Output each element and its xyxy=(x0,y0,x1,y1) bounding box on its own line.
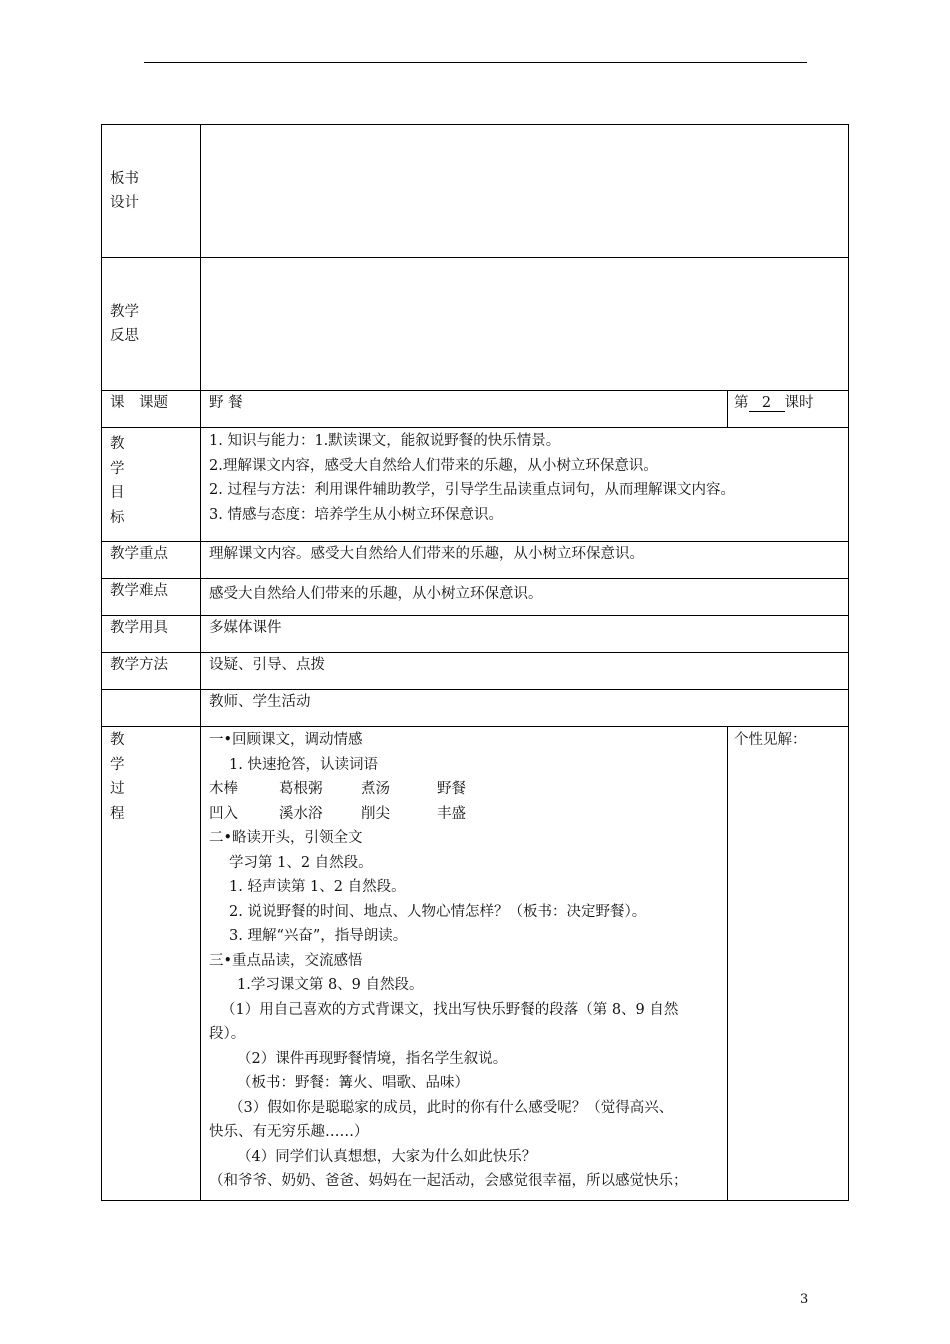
difficulty-label: 教学难点 xyxy=(102,579,201,616)
period-cell xyxy=(728,391,849,428)
difficulty-row xyxy=(102,579,849,616)
word: 溪水浴 xyxy=(279,805,323,822)
board-design-label-line1: 板书 xyxy=(110,170,139,187)
board-design-row xyxy=(102,125,849,258)
word: 野餐 xyxy=(437,781,466,797)
personal-view-cell[interactable] xyxy=(728,727,849,1201)
word: 丰盛 xyxy=(437,805,466,822)
process-line: （2）课件再现野餐情境，指名学生叙说。 xyxy=(237,1050,508,1067)
word: 木棒 xyxy=(209,781,238,797)
word: 葛根粥 xyxy=(279,781,323,797)
objectives-content xyxy=(201,428,849,542)
objectives-label xyxy=(102,428,201,542)
section-heading: 三•重点品读，交流感悟 xyxy=(209,952,363,969)
methods-row xyxy=(102,653,849,690)
process-label-char: 学 xyxy=(110,756,125,773)
period-number: 2 xyxy=(749,395,785,412)
reflection-label-line1: 教学 xyxy=(110,303,139,320)
process-content xyxy=(201,727,728,1201)
board-note: （板书：野餐：篝火、唱歌、品味） xyxy=(237,1075,469,1091)
process-line: 段）。 xyxy=(209,1026,246,1042)
objective-line: 1. 知识与能力：1.默读课文，能叙说野餐的快乐情景。 xyxy=(209,433,561,449)
process-line: （4）同学们认真想想，大家为什么如此快乐？ xyxy=(237,1148,537,1165)
board-design-label xyxy=(102,125,201,258)
activities-header-row xyxy=(102,690,849,727)
tools-row xyxy=(102,616,849,653)
process-line: 3. 理解“兴奋”，指导朗读。 xyxy=(229,928,408,944)
page-number: 3 xyxy=(800,1292,809,1307)
tools-value: 多媒体课件 xyxy=(201,616,849,653)
word: 凹入 xyxy=(209,805,238,822)
process-label-char: 程 xyxy=(110,805,125,822)
key-point-label: 教学重点 xyxy=(102,542,201,579)
objectives-label-char: 标 xyxy=(110,509,125,526)
personal-view-label: 个性见解： xyxy=(734,732,807,748)
process-line: （和爷爷、奶奶、爸爸、妈妈在一起活动，会感觉很幸福，所以感觉快乐； xyxy=(209,1173,688,1189)
process-line: 1. 轻声读第 1、2 自然段。 xyxy=(229,879,406,895)
word-list xyxy=(209,777,727,802)
period-prefix: 第 xyxy=(734,395,749,411)
topic-label: 课 课题 xyxy=(102,391,201,428)
process-line: 学习第 1、2 自然段。 xyxy=(229,854,373,871)
objectives-label-char: 学 xyxy=(110,460,125,477)
key-point-value: 理解课文内容。感受大自然给人们带来的乐趣，从小树立环保意识。 xyxy=(201,542,849,579)
key-point-row xyxy=(102,542,849,579)
period-suffix: 课时 xyxy=(784,395,814,411)
process-line: 2. 说说野餐的时间、地点、人物心情怎样？（板书：决定野餐）。 xyxy=(229,903,647,920)
board-design-label-line2: 设计 xyxy=(110,195,139,211)
objectives-label-char: 教 xyxy=(110,436,125,452)
methods-label: 教学方法 xyxy=(102,653,201,690)
process-label-char: 过 xyxy=(110,781,125,797)
activities-header-empty xyxy=(102,690,201,727)
board-design-content[interactable] xyxy=(201,125,849,258)
objective-line: 2.理解课文内容，感受大自然给人们带来的乐趣，从小树立环保意识。 xyxy=(209,457,658,474)
reflection-label-line2: 反思 xyxy=(110,328,139,344)
process-label-char: 教 xyxy=(110,732,125,748)
activities-header: 教师、学生活动 xyxy=(201,690,849,727)
process-line: 1.学习课文第 8、9 自然段。 xyxy=(237,977,424,993)
section-heading: 二•略读开头，引领全文 xyxy=(209,830,363,846)
objectives-label-char: 目 xyxy=(110,485,125,501)
lesson-plan-table xyxy=(101,124,849,1201)
difficulty-value: 感受大自然给人们带来的乐趣，从小树立环保意识。 xyxy=(201,579,849,616)
word: 煮汤 xyxy=(361,781,390,797)
topic-value: 野 餐 xyxy=(201,391,728,428)
tools-label: 教学用具 xyxy=(102,616,201,653)
topic-row xyxy=(102,391,849,428)
objectives-row xyxy=(102,428,849,542)
objective-line: 2. 过程与方法：利用课件辅助教学，引导学生品读重点词句，从而理解课文内容。 xyxy=(209,482,735,498)
process-line: （1）用自己喜欢的方式背课文，找出写快乐野餐的段落（第 8、9 自然 xyxy=(221,1001,679,1018)
objective-line: 3. 情感与态度：培养学生从小树立环保意识。 xyxy=(209,506,503,523)
methods-value: 设疑、引导、点拨 xyxy=(201,653,849,690)
reflection-row xyxy=(102,258,849,391)
process-line: 1. 快速抢答，认读词语 xyxy=(229,756,378,773)
reflection-content[interactable] xyxy=(201,258,849,391)
word: 削尖 xyxy=(361,805,390,822)
section-heading: 一•回顾课文，调动情感 xyxy=(209,732,363,748)
header-rule xyxy=(144,62,807,63)
process-label xyxy=(102,727,201,1201)
word-list xyxy=(209,802,727,827)
process-line: 快乐、有无穷乐趣……） xyxy=(209,1124,369,1140)
process-line: （3）假如你是聪聪家的成员，此时的你有什么感受呢？（觉得高兴、 xyxy=(229,1099,674,1116)
process-row xyxy=(102,727,849,1201)
reflection-label xyxy=(102,258,201,391)
